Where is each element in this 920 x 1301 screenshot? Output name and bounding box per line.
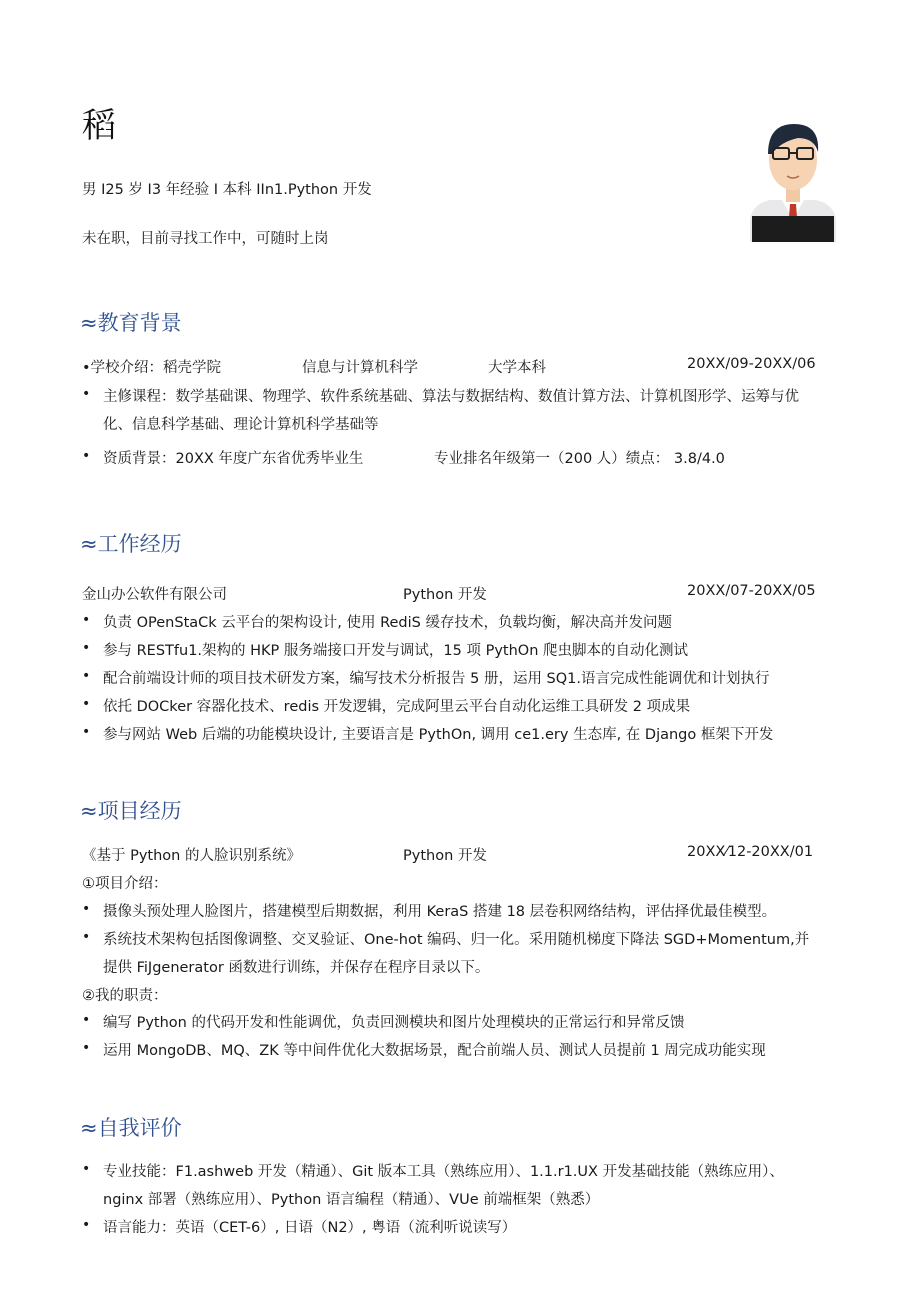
bullet: • <box>82 1012 91 1028</box>
work-period: 20XX/07-20XX/05 <box>687 583 816 599</box>
section-title-work: ≈工作经历 <box>80 532 182 556</box>
self-eval-languages: 语言能力：英语（CET-6）, 日语（N2）, 粤语（流利听说读写） <box>103 1220 517 1236</box>
project-duty-label: ②我的职责： <box>82 988 168 1004</box>
section-title-self-eval: ≈自我评价 <box>80 1116 182 1140</box>
project-duty-item: 运用 MongoDB、MQ、ZK 等中间件优化大数据场景，配合前端人员、测试人员提前 1 周完成功能实现 <box>103 1043 766 1059</box>
work-item: 配合前端设计师的项目技术研发方案，编写技术分析报告 5 册，运用 SQ1.语言完成性能调优和计划执行 <box>103 671 770 687</box>
bullet: • <box>82 448 91 464</box>
bullet: • <box>82 1217 91 1233</box>
bullet: • <box>82 696 91 712</box>
project-intro-item: 系统技术架构包括图像调整、交叉验证、One-hot 编码、归一化。采用随机梯度下降法 SGD+Momentum,并 <box>103 932 810 948</box>
bullet: • <box>82 901 91 917</box>
section-title-project: ≈项目经历 <box>80 799 182 823</box>
education-ranking: 专业排名年级第一（200 人）绩点： 3.8/4.0 <box>434 451 725 467</box>
bullet: • <box>82 668 91 684</box>
section-title-education: ≈教育背景 <box>80 311 182 335</box>
self-eval-skills-cont: nginx 部署（熟练应用）、Python 语言编程（精通）、VUe 前端框架（熟悉） <box>103 1192 600 1208</box>
avatar <box>740 108 846 242</box>
project-name: 《基于 Python 的人脸识别系统》 <box>82 848 301 864</box>
work-item: 参与网站 Web 后端的功能模块设计, 主要语言是 PythOn, 调用 ce1.ery 生态库, 在 Django 框架下开发 <box>103 727 774 743</box>
project-intro-item: 摄像头预处理人脸图片，搭建模型后期数据，利用 KeraS 搭建 18 层卷积网络结构，评估择优最佳模型。 <box>103 904 777 920</box>
bullet: • <box>82 1040 91 1056</box>
avatar-illustration <box>740 108 846 242</box>
work-item: 依托 DOCker 容器化技术、redis 开发逻辑，完成阿里云平台自动化运维工具研发 2 项成果 <box>103 699 691 715</box>
bullet: • <box>82 724 91 740</box>
education-period: 20XX/09-20XX/06 <box>687 356 816 372</box>
education-courses-cont: 化、信息科学基础、理论计算机科学基础等 <box>103 417 379 433</box>
education-degree: 大学本科 <box>488 360 546 376</box>
self-eval-skills: 专业技能：F1.ashweb 开发（精通）、Git 版本工具（熟练应用）、1.1.r1.UX 开发基础技能（熟练应用）、 <box>103 1164 784 1180</box>
education-courses: 主修课程：数学基础课、物理学、软件系统基础、算法与数据结构、数值计算方法、计算机图形学、运筹与优 <box>103 389 799 405</box>
bullet: • <box>82 929 91 945</box>
project-duty-item: 编写 Python 的代码开发和性能调优，负责回测模块和图片处理模块的正常运行和异常反馈 <box>103 1015 685 1031</box>
project-intro-label: ①项目介绍： <box>82 876 168 892</box>
candidate-name: 稻 <box>82 106 116 146</box>
education-honors: 资质背景：20XX 年度广东省优秀毕业生 <box>103 451 364 467</box>
bullet: • <box>82 640 91 656</box>
work-role: Python 开发 <box>403 587 487 603</box>
work-item: 参与 RESTfu1.架构的 HKP 服务端接口开发与调试，15 项 PythOn 爬虫脚本的自动化测试 <box>103 643 688 659</box>
bullet: • <box>82 1161 91 1177</box>
education-school: •学校介绍：稻壳学院 <box>82 360 222 376</box>
education-major: 信息与计算机科学 <box>302 360 418 376</box>
project-intro-item-cont: 提供 FiJgenerator 函数进行训练，并保存在程序目录以下。 <box>103 960 490 976</box>
work-company: 金山办公软件有限公司 <box>82 587 227 603</box>
candidate-info: 男 I25 岁 I3 年经验 I 本科 IIn1.Python 开发 <box>82 182 372 198</box>
project-period: 20XX⁄12-20XX/01 <box>687 844 814 860</box>
bullet: • <box>82 386 91 402</box>
work-item: 负责 OPenStaCk 云平台的架构设计, 使用 RediS 缓存技术，负载均衡，解决高并发问题 <box>103 615 672 631</box>
project-role: Python 开发 <box>403 848 487 864</box>
bullet: • <box>82 612 91 628</box>
job-status: 未在职，目前寻找工作中，可随时上岗 <box>82 231 329 247</box>
